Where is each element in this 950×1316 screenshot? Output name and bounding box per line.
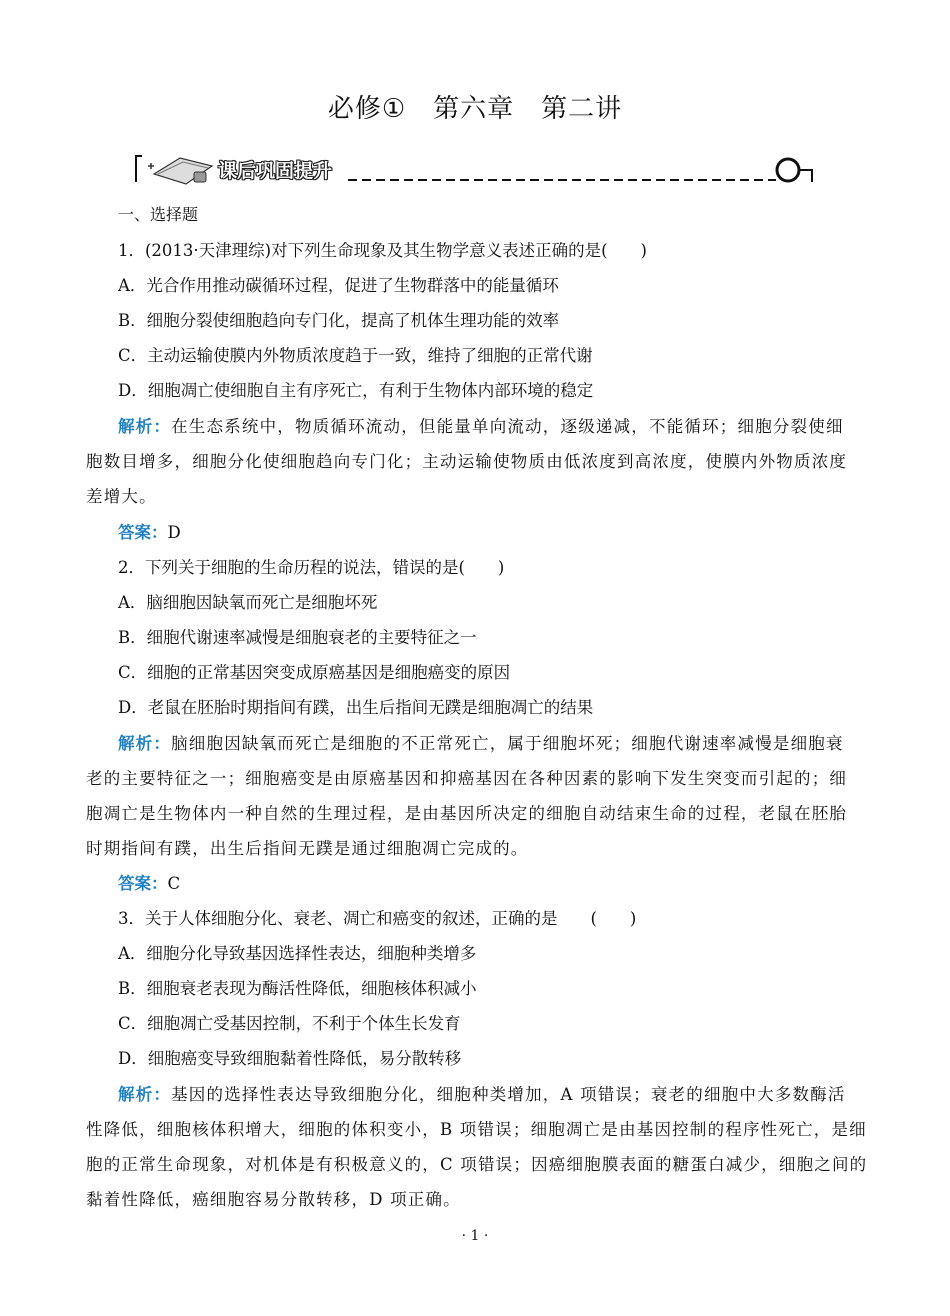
q1-answer: 答案：D xyxy=(118,523,181,542)
q3-option-c: C．细胞凋亡受基因控制，不利于个体生长发育 xyxy=(118,1014,461,1033)
q3-stem: 3．关于人体细胞分化、衰老、凋亡和癌变的叙述，正确的是 ( ) xyxy=(118,909,637,928)
book-icon xyxy=(148,158,212,184)
q1-option-d: D．细胞凋亡使细胞自主有序死亡，有利于生物体内部环境的稳定 xyxy=(118,381,594,400)
q3-analysis-line1: 解析：基因的选择性表达导致细胞分化，细胞种类增加，A 项错误；衰老的细胞中大多数酶活 xyxy=(118,1085,846,1104)
page-number: · 1 · xyxy=(461,1228,489,1244)
banner-label: 课后巩固提升 xyxy=(218,160,333,182)
q2-option-b: B．细胞代谢速率减慢是细胞衰老的主要特征之一 xyxy=(118,628,477,647)
q1-stem: 1．(2013·天津理综)对下列生命现象及其生物学意义表述正确的是( ) xyxy=(118,241,647,260)
q1-option-c: C．主动运输使膜内外物质浓度趋于一致，维持了细胞的正常代谢 xyxy=(118,346,593,365)
q2-analysis-line3: 胞凋亡是生物体内一种自然的生理过程，是由基因所决定的细胞自动结束生命的过程，老鼠在胚胎 xyxy=(86,804,848,823)
q2-option-d: D．老鼠在胚胎时期指间有蹼，出生后指间无蹼是细胞凋亡的结果 xyxy=(118,698,594,717)
q2-analysis-line2: 老的主要特征之一；细胞癌变是由原癌基因和抑癌基因在各种因素的影响下发生突变而引起的；细 xyxy=(86,769,848,788)
q1-analysis-line3: 差增大。 xyxy=(86,487,157,506)
q3-analysis-line3: 胞的正常生命现象，对机体是有积极意义的，C 项错误；因癌细胞膜表面的糖蛋白减少，细胞之间的 xyxy=(86,1155,868,1174)
q1-analysis-line1: 解析：在生态系统中，物质循环流动，但能量单向流动，逐级递减，不能循环；细胞分裂使细 xyxy=(118,417,844,436)
q2-option-a: A．脑细胞因缺氧而死亡是细胞坏死 xyxy=(118,593,378,612)
analysis-label: 解析： xyxy=(118,1085,172,1104)
q1-option-a: A．光合作用推动碳循环过程，促进了生物群落中的能量循环 xyxy=(118,276,559,295)
q3-analysis-line2: 性降低，细胞核体积增大，细胞的体积变小，B 项错误；细胞凋亡是由基因控制的程序性死亡，是细 xyxy=(86,1120,867,1139)
q1-analysis-line2: 胞数目增多，细胞分化使细胞趋向专门化；主动运输使物质由低浓度到高浓度，使膜内外物质浓度 xyxy=(86,452,848,471)
answer-label: 答案： xyxy=(118,523,168,542)
q2-option-c: C．细胞的正常基因突变成原癌基因是细胞癌变的原因 xyxy=(118,663,511,682)
q3-option-a: A．细胞分化导致基因选择性表达，细胞种类增多 xyxy=(118,944,477,963)
q3-option-d: D．细胞癌变导致细胞黏着性降低，易分散转移 xyxy=(118,1049,462,1068)
page-title: 必修① 第六章 第二讲 xyxy=(327,94,623,124)
q2-analysis-line1: 解析：脑细胞因缺氧而死亡是细胞的不正常死亡，属于细胞坏死；细胞代谢速率减慢是细胞衰 xyxy=(118,734,844,753)
analysis-label: 解析： xyxy=(118,734,172,753)
q1-option-b: B．细胞分裂使细胞趋向专门化，提高了机体生理功能的效率 xyxy=(118,311,560,330)
analysis-label: 解析： xyxy=(118,417,172,436)
section-heading: 一、选择题 xyxy=(118,205,199,224)
q2-answer: 答案：C xyxy=(118,874,181,893)
section-banner xyxy=(128,148,818,192)
q3-option-b: B．细胞衰老表现为酶活性降低，细胞核体积减小 xyxy=(118,979,477,998)
answer-label: 答案： xyxy=(118,874,168,893)
q2-stem: 2．下列关于细胞的生命历程的说法，错误的是( ) xyxy=(118,558,505,577)
q2-analysis-line4: 时期指间有蹼，出生后指间无蹼是通过细胞凋亡完成的。 xyxy=(86,839,529,858)
q3-analysis-line4: 黏着性降低，癌细胞容易分散转移，D 项正确。 xyxy=(86,1190,461,1209)
